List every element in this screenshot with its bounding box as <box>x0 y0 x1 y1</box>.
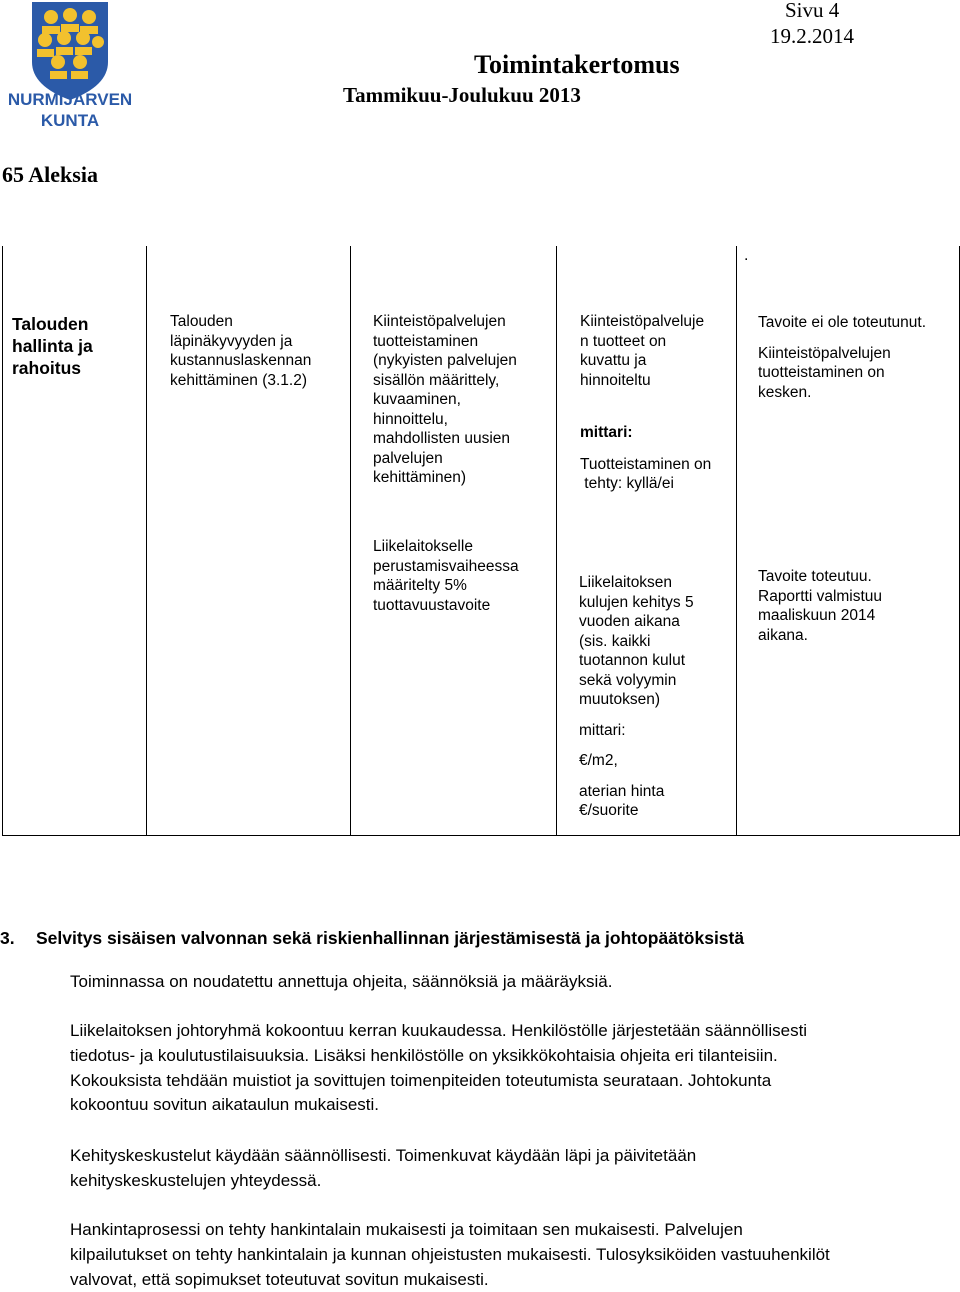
text-line: (sis. kaikki <box>579 632 651 650</box>
text-line: Kiinteistöpalveluje <box>580 313 705 330</box>
text-line: kehityskeskustelujen yhteydessä. <box>70 1170 322 1190</box>
text-line: kustannuslaskennan <box>170 352 312 369</box>
section-title: 65 Aleksia <box>2 162 98 187</box>
text-line: n tuotteet on <box>580 332 667 350</box>
page-number: Sivu 4 <box>785 0 840 22</box>
text-line: tuotteistaminen <box>373 332 479 350</box>
section3-heading-text: Selvitys sisäisen valvonnan sekä riskienhallinnan järjestämisestä ja johtopäätöksistä <box>36 928 745 948</box>
text-line: hallinta ja <box>12 336 93 356</box>
text-line: tiedotus- ja koulutustilaisuuksia. Lisäksi henkilöstölle on yksikkökohtaisia ohjeita eri tilanteisiin. <box>70 1045 778 1065</box>
text-line: kuvaaminen, <box>373 391 461 408</box>
row2-action-cell <box>373 537 519 615</box>
text-line: Raportti valmistuu <box>758 587 883 605</box>
paragraph-4 <box>70 1218 930 1292</box>
text-line: tuotteistaminen on <box>758 364 885 381</box>
text-line: palvelujen <box>373 449 443 467</box>
paragraph-2 <box>70 1019 930 1118</box>
text-line: kulujen kehitys 5 <box>579 593 694 611</box>
row2-result-cell <box>758 567 882 645</box>
text-line: aterian hinta <box>579 782 665 800</box>
row1-action-cell <box>373 312 517 488</box>
text-line: muutoksen) <box>579 691 660 708</box>
text-line: maaliskuun 2014 <box>758 607 876 624</box>
text-line: kehittäminen) <box>373 469 467 486</box>
text-line: Liikelaitoksen johtoryhmä kokoontuu kerran kuukaudessa. Henkilöstölle järjestetään säännöllisesti <box>70 1021 808 1040</box>
document-period: Tammikuu-Joulukuu 2013 <box>343 83 581 107</box>
text-line: aikana. <box>758 626 808 644</box>
municipality-logo <box>8 0 133 132</box>
section3-number: 3. <box>0 928 15 948</box>
text-line: €/suorite <box>579 802 639 819</box>
row2-measure-cell <box>579 573 694 821</box>
text-line: tuotannon kulut <box>579 652 686 669</box>
text-line: kuvattu ja <box>580 352 647 369</box>
text-line: Hankintaprosessi on tehty hankintalain mukaisesti ja toimitaan sen mukaisesti. Palvelujen <box>70 1220 743 1239</box>
mittari-label: mittari: <box>580 424 633 441</box>
text-line: hinnoiteltu <box>580 371 651 389</box>
text-line: perustamisvaiheessa <box>373 557 519 575</box>
text-line: sekä volyymin <box>579 671 677 689</box>
text-line: määritelty 5% <box>373 577 467 594</box>
text-line: tuottavuustavoite <box>373 596 491 614</box>
text-line: Liikelaitokselle <box>373 538 473 555</box>
text-line: valvovat, että sopimukset toteutuvat sovitun mukaisesti. <box>70 1269 489 1289</box>
row1-area-cell <box>12 313 93 379</box>
text-line: mahdollisten uusien <box>373 430 511 447</box>
text-line: vuoden aikana <box>579 613 680 630</box>
text-line: (nykyisten palvelujen <box>373 352 517 369</box>
text-line: sisällön määrittely, <box>373 371 500 389</box>
text-line: Toiminnassa on noudatettu annettuja ohjeita, säännöksiä ja määräyksiä. <box>70 972 613 991</box>
text-line: Tavoite ei ole toteutunut. <box>758 314 927 331</box>
text-line: Kiinteistöpalvelujen <box>758 344 891 362</box>
text-line: Tavoite toteutuu. <box>758 568 872 585</box>
text-line: €/m2, <box>579 752 618 769</box>
row1-goal-cell <box>170 312 311 390</box>
logo-text-2: KUNTA <box>40 111 100 130</box>
text-line: tehty: kyllä/ei <box>580 475 674 492</box>
text-line: Talouden <box>170 313 233 330</box>
text-line: hinnoittelu, <box>373 410 448 428</box>
text-line: Kokouksista tehdään muistiot ja sovittujen toimenpiteiden toteutumista seurataan. Johtokunta <box>70 1070 772 1090</box>
text-line: Kehityskeskustelut käydään säännöllisesti. Toimenkuvat käydään läpi ja päivitetään <box>70 1146 697 1165</box>
text-line: rahoitus <box>12 358 82 378</box>
text-line: Tuotteistaminen on <box>580 455 712 473</box>
text-line: Kiinteistöpalvelujen <box>373 313 506 330</box>
text-line: kesken. <box>758 383 812 401</box>
mittari-label: mittari: <box>579 721 626 739</box>
text-line: kokoontuu sovitun aikataulun mukaisesti. <box>70 1095 380 1115</box>
text-line: Talouden <box>12 314 89 334</box>
paragraph-1 <box>70 970 930 995</box>
table-dot: . <box>744 247 749 264</box>
report-date: 19.2.2014 <box>770 24 854 48</box>
text-line: Liikelaitoksen <box>579 574 673 591</box>
paragraph-3 <box>70 1144 930 1194</box>
document-title: Toimintakertomus <box>474 50 680 79</box>
text-line: kehittäminen (3.1.2) <box>170 371 307 389</box>
row1-measure-cell <box>580 312 711 494</box>
text-line: kilpailutukset on tehty hankintalain ja kunnan ohjeistusten mukaisesti. Tulosyksiköiden vastuuhenkilöt <box>70 1244 830 1264</box>
text-line: läpinäkyvyyden ja <box>170 332 293 350</box>
logo-text-1: NURMIJÄRVEN <box>8 90 133 109</box>
row1-result-cell <box>758 313 926 402</box>
